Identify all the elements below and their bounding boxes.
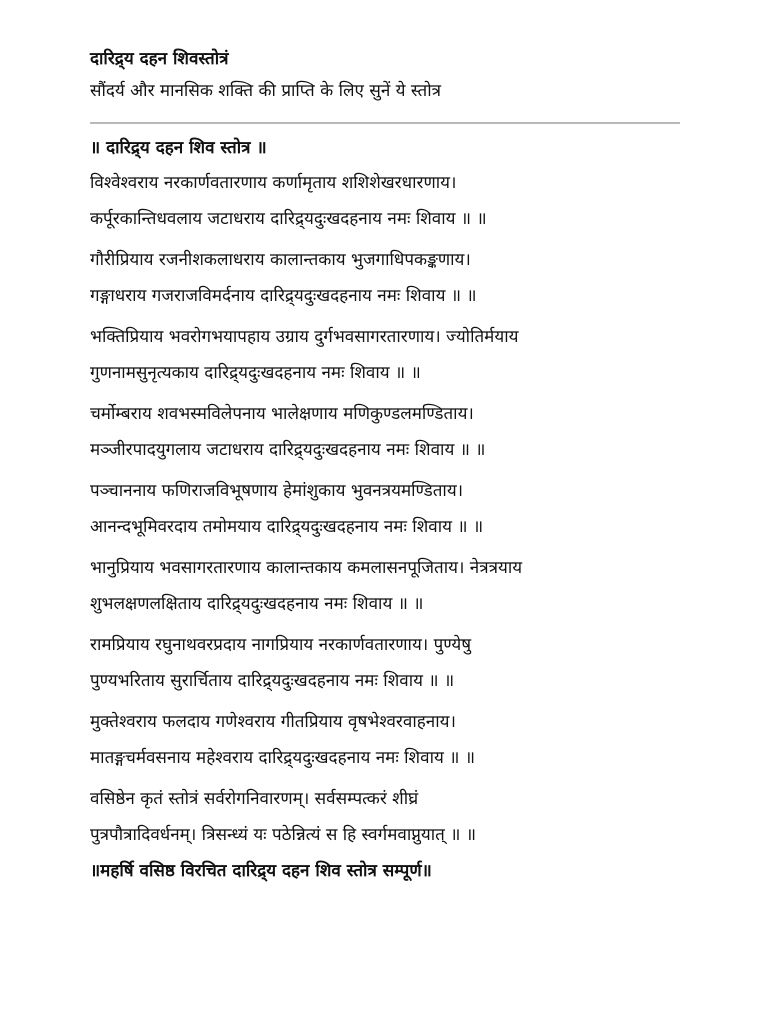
document-page <box>90 44 690 889</box>
verse-1 <box>90 166 690 237</box>
verse-8 <box>90 705 690 776</box>
verse-line: गङ्गाधराय गजराजविमर्दनाय दारिद्र्यदुःखदहनाय नमः शिवाय ॥ ॥ <box>90 285 477 306</box>
verse-line: कर्पूरकान्तिधवलाय जटाधराय दारिद्र्यदुःखदहनाय नमः शिवाय ॥ ॥ <box>90 208 487 229</box>
verse-line: मातङ्गचर्मवसनाय महेश्वराय दारिद्र्यदुःखदहनाय नमः शिवाय ॥ ॥ <box>90 747 476 768</box>
verse-line: मञ्जीरपादयुगलाय जटाधराय दारिद्र्यदुःखदहनाय नमः शिवाय ॥ ॥ <box>90 439 486 460</box>
verse-5 <box>90 474 690 545</box>
verse-line: गुणनामसुनृत्यकाय दारिद्र्यदुःखदहनाय नमः शिवाय ॥ ॥ <box>90 362 421 383</box>
verse-3 <box>90 320 690 391</box>
document-title: दारिद्र्य दहन शिवस्तोत्रं <box>90 49 229 69</box>
verse-2 <box>90 243 690 314</box>
verse-line: शुभलक्षणलक्षिताय दारिद्र्यदुःखदहनाय नमः शिवाय ॥ ॥ <box>90 593 424 614</box>
document-subtitle: सौंदर्य और मानसिक शक्ति की प्राप्ति के लिए सुनें ये स्तोत्र <box>90 81 442 101</box>
verse-line: आनन्दभूमिवरदाय तमोमयाय दारिद्र्यदुःखदहनाय नमः शिवाय ॥ ॥ <box>90 516 484 537</box>
verse-line: वसिष्ठेन कृतं स्तोत्रं सर्वरोगनिवारणम्। सर्वसम्पत्करं शीघ्रं <box>90 789 419 809</box>
verse-4 <box>90 397 690 468</box>
verse-line: भानुप्रियाय भवसागरतारणाय कालान्तकाय कमलासनपूजिताय। नेत्रत्रयाय <box>90 558 523 578</box>
verse-line: पुण्यभरिताय सुरार्चिताय दारिद्र्यदुःखदहनाय नमः शिवाय ॥ ॥ <box>90 670 455 691</box>
verse-line: चर्मोम्बराय शवभस्मविलेपनाय भालेक्षणाय मणिकुण्डलमण्डिताय। <box>90 404 474 424</box>
verse-line: पञ्चाननाय फणिराजविभूषणाय हेमांशुकाय भुवनत्रयमण्डिताय। <box>90 481 464 501</box>
verse-line: भक्तिप्रियाय भवरोगभयापहाय उग्राय दुर्गभवसागरतारणाय। ज्योतिर्मयाय <box>90 327 519 347</box>
verse-6 <box>90 551 690 622</box>
verse-line: विश्वेश्वराय नरकार्णवतारणाय कर्णामृताय शशिशेखरधारणाय। <box>90 173 457 193</box>
verse-line: रामप्रियाय रघुनाथवरप्रदाय नागप्रियाय नरकार्णवतारणाय। पुण्येषु <box>90 635 472 655</box>
horizontal-divider <box>90 122 680 124</box>
verse-line: गौरीप्रियाय रजनीशकलाधराय कालान्तकाय भुजगाधिपकङ्कणाय। <box>90 250 471 270</box>
closing-line: ॥महर्षि वसिष्ठ विरचित दारिद्र्य दहन शिव स्तोत्र सम्पूर्ण॥ <box>90 861 432 881</box>
verse-line: पुत्रपौत्रादिवर्धनम्। त्रिसन्ध्यं यः पठेन्नित्यं स हि स्वर्गमवाप्नुयात् ॥ ॥ <box>90 824 477 845</box>
verse-line: मुक्तेश्वराय फलदाय गणेश्वराय गीतप्रियाय वृषभेश्वरवाहनाय। <box>90 712 456 732</box>
stotra-heading: ॥ दारिद्र्य दहन शिव स्तोत्र ॥ <box>90 138 267 158</box>
verse-9 <box>90 782 690 853</box>
verse-7 <box>90 628 690 699</box>
